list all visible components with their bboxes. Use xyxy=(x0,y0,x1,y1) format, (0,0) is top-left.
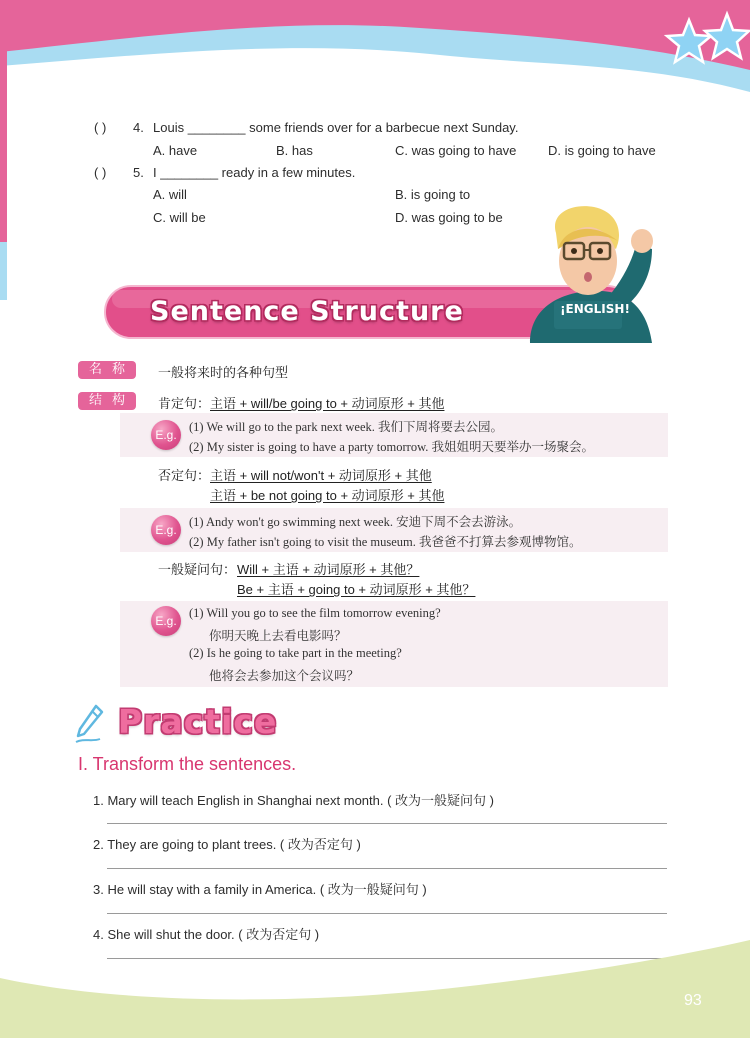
structure-tag: 结构 xyxy=(78,392,136,410)
option-5b[interactable]: B. is going to xyxy=(395,187,471,202)
answer-line-1[interactable] xyxy=(107,823,667,824)
practice-title: Practice xyxy=(118,702,278,741)
negative-formula-1: 主语 + will not/won't + 动词原形 + 其他 xyxy=(210,468,432,483)
left-blue-strip xyxy=(0,242,7,300)
pencil-icon xyxy=(74,704,104,744)
eg-badge: E.g. xyxy=(151,606,181,636)
question-example-2-translation: 他将会去参加这个会议吗？ xyxy=(209,669,360,683)
affirmative-example-2: (2) My sister is going to have a party tomorrow. 我姐姐明天要举办一场聚会。 xyxy=(189,440,595,454)
name-tag: 名称 xyxy=(78,361,136,379)
answer-paren-5[interactable]: ( ) xyxy=(94,165,107,180)
banner-title: Sentence Structure xyxy=(150,296,464,327)
question-number-4: 4. xyxy=(133,120,144,135)
question-stem-5: I ________ ready in a few minutes. xyxy=(153,165,356,180)
name-value: 一般将来时的各种句型 xyxy=(158,365,289,380)
question-example-1-translation: 你明天晚上去看电影吗？ xyxy=(209,629,347,643)
affirmative-formula: 主语 + will/be going to + 动词原形 + 其他 xyxy=(210,396,445,411)
eg-badge: E.g. xyxy=(151,515,181,545)
question-formula-2: Be + 主语 + going to + 动词原形 + 其他？ xyxy=(237,582,476,597)
page-number: 93 xyxy=(684,992,702,1009)
practice-item-2: 2. They are going to plant trees. ( 改为否定句 ) xyxy=(93,837,361,852)
option-4c[interactable]: C. was going to have xyxy=(395,143,517,158)
practice-item-3: 3. He will stay with a family in America. ( 改为一般疑问句 ) xyxy=(93,882,427,897)
practice-item-1: 1. Mary will teach English in Shanghai next month. ( 改为一般疑问句 ) xyxy=(93,793,494,808)
practice-item-4: 4. She will shut the door. ( 改为否定句 ) xyxy=(93,927,320,942)
shirt-text: ¡ENGLISH! xyxy=(560,302,630,316)
question-formula-1: Will + 主语 + 动词原形 + 其他？ xyxy=(237,562,420,577)
section-title: I. Transform the sentences. xyxy=(78,754,297,774)
option-5a[interactable]: A. will xyxy=(153,187,187,202)
affirmative-label: 肯定句： xyxy=(158,396,211,411)
question-label: 一般疑问句： xyxy=(158,562,237,577)
negative-label: 否定句： xyxy=(158,468,211,483)
cartoon-boy-illustration xyxy=(528,205,663,343)
option-4a[interactable]: A. have xyxy=(153,143,198,158)
left-pink-strip xyxy=(0,50,7,242)
question-example-1: (1) Will you go to see the film tomorrow evening? xyxy=(189,606,441,620)
negative-formula-2: 主语 + be not going to + 动词原形 + 其他 xyxy=(210,488,445,503)
option-4d[interactable]: D. is going to have xyxy=(548,143,656,158)
question-number-5: 5. xyxy=(133,165,144,180)
question-example-2: (2) Is he going to take part in the meeting? xyxy=(189,646,402,660)
option-5d[interactable]: D. was going to be xyxy=(395,210,503,225)
negative-example-2: (2) My father isn't going to visit the museum. 我爸爸不打算去参观博物馆。 xyxy=(189,535,582,549)
option-4b[interactable]: B. has xyxy=(276,143,313,158)
option-5c[interactable]: C. will be xyxy=(153,210,206,225)
footer-decoration xyxy=(0,900,750,1038)
eg-badge: E.g. xyxy=(151,420,181,450)
question-stem-4: Louis ________ some friends over for a barbecue next Sunday. xyxy=(153,120,519,135)
answer-paren-4[interactable]: ( ) xyxy=(94,120,107,135)
affirmative-example-1: (1) We will go to the park next week. 我们下周将要去公园。 xyxy=(189,420,503,434)
answer-line-2[interactable] xyxy=(107,868,667,869)
negative-example-1: (1) Andy won't go swimming next week. 安迪下周不会去游泳。 xyxy=(189,515,522,529)
